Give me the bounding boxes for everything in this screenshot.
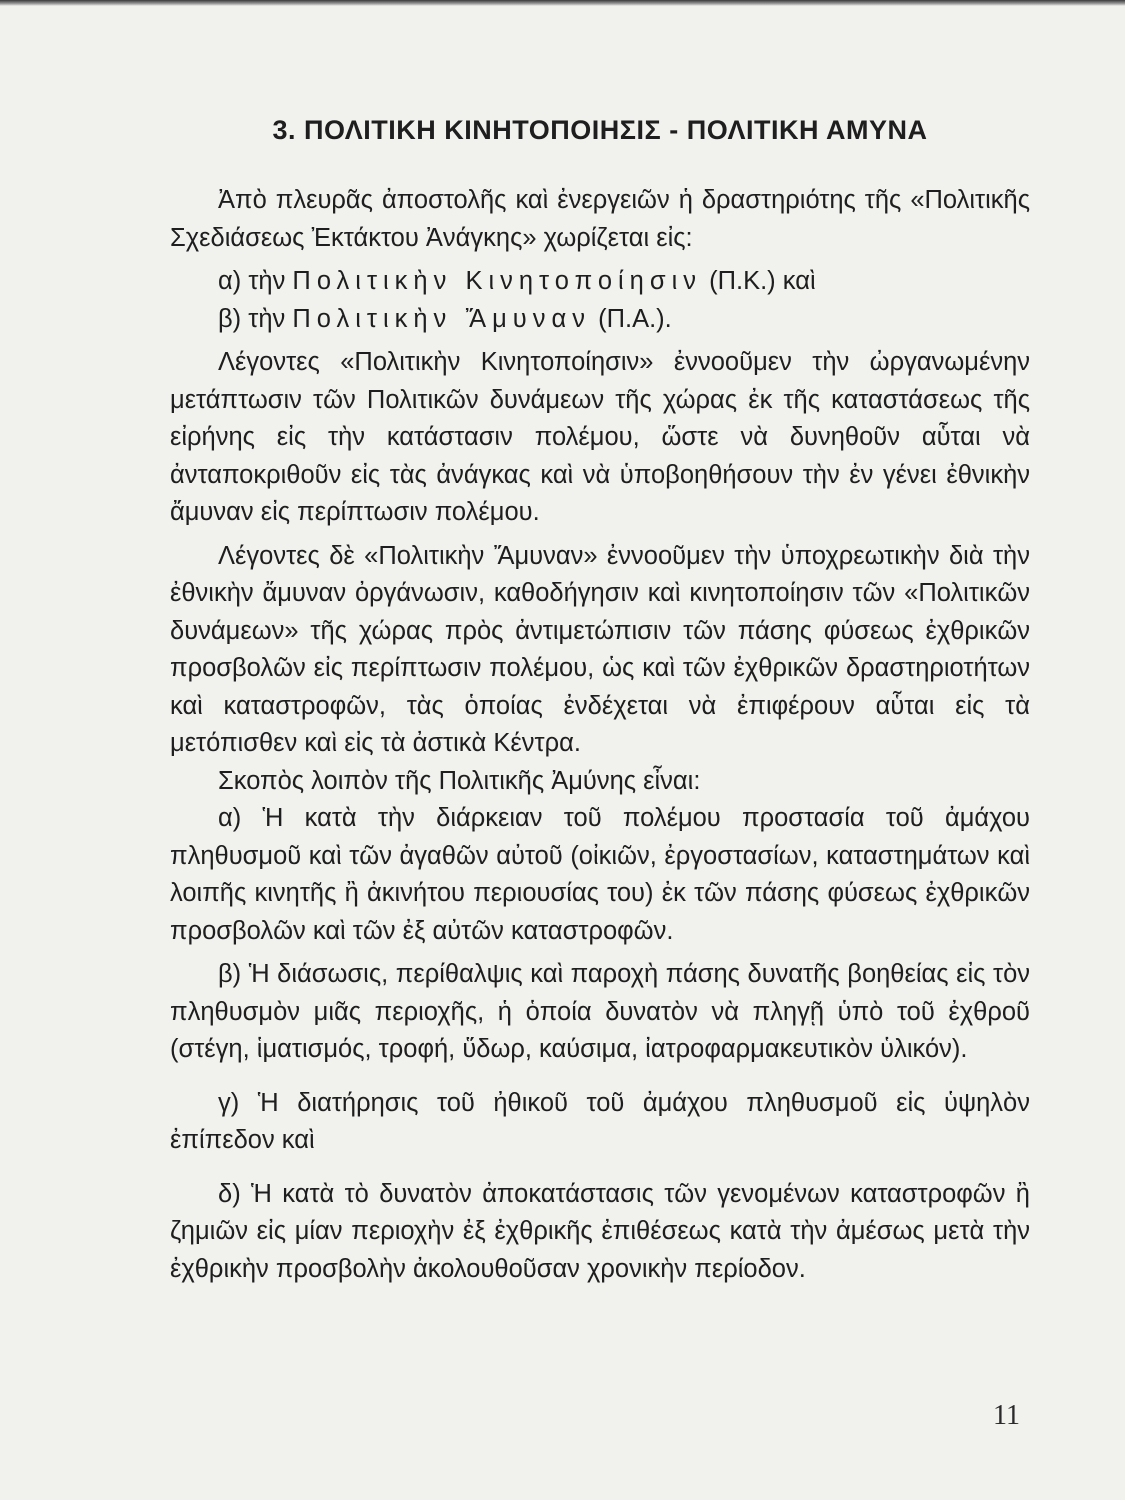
mobilization-paragraph: Λέγοντες «Πολιτικὴν Κινητοποίησιν» ἐννοοῦμεν τὴν ὠργανωμένην μετάπτωσιν τῶν Πολιτικῶν δυνάμεων τῆς χώρας ἐκ τῆς καταστάσεως τῆς εἰρήνης εἰς τὴν κατάστασιν πολέμου, ὥστε νὰ δυνηθοῦν αὗται νὰ ἀνταποκριθοῦν εἰς τὰς ἀνάγκας καὶ νὰ ὑποβοηθήσουν τὴν ἐν γένει ἐθνικὴν ἄμυναν εἰς περίπτωσιν πολέμου. bbox=[170, 348, 1030, 526]
purpose-item-b: β) Ἡ διάσωσις, περίθαλψις καὶ παροχὴ πάσης δυνατῆς βοηθείας εἰς τὸν πληθυσμὸν μιᾶς περιοχῆς, ἡ ὁποία δυνατὸν νὰ πληγῇ ὑπὸ τοῦ ἐχθροῦ (στέγη, ἱματισμός, τροφή, ὕδωρ, καύσιμα, ἰατροφαρμακευτικὸν ὑλικόν). bbox=[170, 960, 1030, 1063]
purpose-item-c: γ) Ἡ διατήρησις τοῦ ἠθικοῦ τοῦ ἀμάχου πληθυσμοῦ εἰς ὑψηλὸν ἐπίπεδον καὶ bbox=[170, 1088, 1030, 1154]
division-item-a bbox=[170, 263, 1030, 301]
document-page bbox=[170, 115, 1030, 1288]
purpose-intro: Σκοπὸς λοιπὸν τῆς Πολιτικῆς Ἀμύνης εἶναι: bbox=[218, 766, 701, 795]
division-a-suffix: (Π.Κ.) καὶ bbox=[702, 267, 816, 295]
division-a-term: Πολιτικὴν Κινητοποίησιν bbox=[292, 267, 703, 295]
division-b-term: Πολιτικὴν Ἄμυναν bbox=[292, 304, 591, 333]
division-b-prefix: β) τὴν bbox=[218, 304, 293, 333]
division-a-prefix: α) τὴν bbox=[218, 267, 293, 295]
intro-paragraph: Ἀπὸ πλευρᾶς ἀποστολῆς καὶ ἐνεργειῶν ἡ δραστηριότης τῆς «Πολιτικῆς Σχεδιάσεως Ἐκτάκτου Ἀνάγκης» χωρίζεται εἰς: bbox=[170, 186, 1030, 252]
purpose-item-d: δ) Ἡ κατὰ τὸ δυνατὸν ἀποκατάστασις τῶν γενομένων καταστροφῶν ἢ ζημιῶν εἰς μίαν περιοχὴν ἐξ ἐχθρικῆς ἐπιθέσεως κατὰ τὴν ἀμέσως μετὰ τὴν ἐχθρικὴν προσβολὴν ἀκολουθοῦσαν χρονικὴν περίοδον. bbox=[170, 1179, 1030, 1283]
defense-paragraph: Λέγοντες δὲ «Πολιτικὴν Ἄμυναν» ἐννοοῦμεν τὴν ὑποχρεωτικὴν διὰ τὴν ἐθνικὴν ἄμυναν ὀργάνωσιν, καθοδήγησιν καὶ κινητοποίησιν τῶν «Πολιτικῶν δυνάμεων» τῆς χώρας πρὸς ἀντιμετώπισιν τῶν πάσης φύσεως ἐχθρικῶν προσβολῶν εἰς περίπτωσιν πολέμου, ὡς καὶ τῶν ἐχθρικῶν δραστηριοτήτων καὶ καταστροφῶν, τὰς ὁποίας ἐνδέχεται νὰ ἐπιφέρουν αὗται εἰς τὰ μετόπισθεν καὶ εἰς τὰ ἀστικὰ Κέντρα. bbox=[170, 541, 1030, 757]
page-number: 11 bbox=[993, 1400, 1020, 1431]
division-b-suffix: (Π.Α.). bbox=[591, 304, 672, 333]
section-heading: 3. ΠΟΛΙΤΙΚΗ ΚΙΝΗΤΟΠΟΙΗΣΙΣ - ΠΟΛΙΤΙΚΗ ΑΜΥΝΑ bbox=[272, 115, 928, 145]
purpose-item-a: α) Ἡ κατὰ τὴν διάρκειαν τοῦ πολέμου προστασία τοῦ ἀμάχου πληθυσμοῦ καὶ τῶν ἀγαθῶν αὐτοῦ (οἰκιῶν, ἐργοστασίων, καταστημάτων καὶ λοιπῆς κινητῆς ἢ ἀκινήτου περιουσίας του) ἐκ τῶν πάσης φύσεως ἐχθρικῶν προσβολῶν καὶ τῶν ἐξ αὐτῶν καταστροφῶν. bbox=[170, 804, 1030, 945]
scan-top-edge bbox=[0, 0, 1125, 6]
division-item-b bbox=[170, 301, 1030, 339]
